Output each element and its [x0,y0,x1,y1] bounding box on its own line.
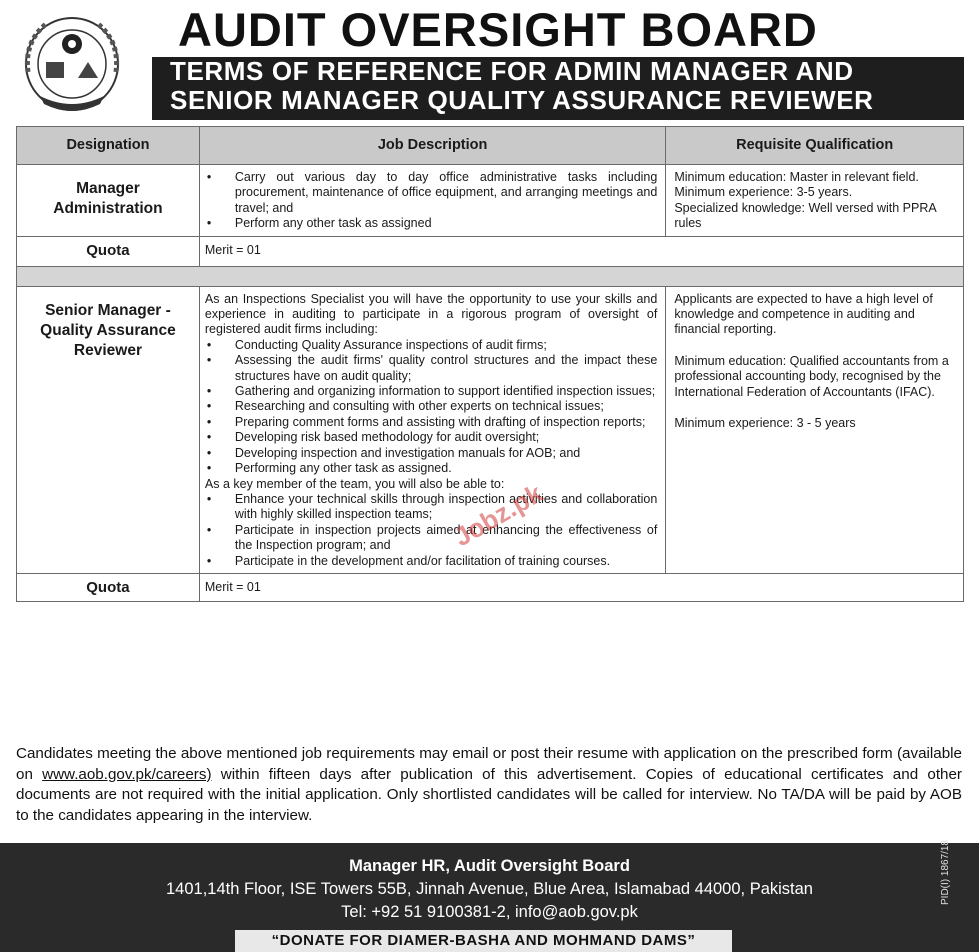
job-description-admin [199,165,665,237]
duty-item: • Carry out various day to day office administrative tasks including procurement, maintenance of office equipment, and arranging meetings and travel; and [205,170,657,216]
duty-item: • Conducting Quality Assurance inspections of audit firms; [205,338,657,353]
qualification-admin [666,165,964,237]
benefit-item: • Participate in inspection projects aimed at enhancing the effectiveness of the Inspection program; and [205,523,657,554]
qualification-qa [666,286,964,573]
contact-footer [0,843,979,952]
duty-item: • Preparing comment forms and assisting with drafting of inspection reports; [205,415,657,430]
qualification-line: Minimum education: Master in relevant field. [674,170,919,184]
designation-line: Senior Manager - [45,301,171,319]
designation-admin-manager [17,165,200,237]
notice-text-2: within fifteen days after publication of this advertisement. Copies of educational certificates and other documents are not required with the initial application. Only shortlisted candidates will be called for interview. No TA/DA will be paid by AOB to the candidates appearing in the interview. [16,765,962,824]
quota-value: Merit = 01 [199,236,963,266]
duty-item: • Gathering and organizing information to support identified inspection issues; [205,384,657,399]
subtitle-line-2: SENIOR MANAGER QUALITY ASSURANCE REVIEWER [170,85,874,115]
duty-item: • Developing risk based methodology for audit oversight; [205,430,657,445]
job-description-qa [199,286,665,573]
col-designation: Designation [17,127,200,165]
duty-item: • Researching and consulting with other experts on technical issues; [205,399,657,414]
paragraph-gap [674,338,955,354]
qualification-paragraph: Minimum education: Qualified accountants from a professional accounting body, recognised by the International Federation of Accountants (IFAC). [674,353,949,399]
benefit-item: • Participate in the development and/or facilitation of training courses. [205,554,657,569]
contact-phone-email: Tel: +92 51 9100381-2, info@aob.gov.pk [341,903,638,921]
quota-row-qa [17,573,964,601]
quota-row-admin [17,236,964,266]
quota-value: Merit = 01 [199,573,963,601]
ad-header [0,0,979,122]
duty-item: • Developing inspection and investigation manuals for AOB; and [205,446,657,461]
quota-label: Quota [17,573,200,601]
duty-item: • Performing any other task as assigned. [205,461,657,476]
description-intro-2: As a key member of the team, you will also be able to: [204,476,505,491]
table-header-row [17,127,964,165]
designation-line: Manager [76,180,140,197]
donate-banner: “DONATE FOR DIAMER-BASHA AND MOHMAND DAMS” [235,930,732,952]
aob-emblem-icon [16,12,128,120]
quota-label: Quota [17,236,200,266]
col-job-description: Job Description [199,127,665,165]
col-requisite-qualification: Requisite Qualification [666,127,964,165]
duty-item: • Perform any other task as assigned [205,216,657,231]
benefit-item: • Enhance your technical skills through inspection activities and collaboration with highly skilled inspection teams; [205,492,657,523]
designation-line: Reviewer [73,341,142,359]
notice-text-1: Candidates meeting the above mentioned job requirements may email or post their resume with application on the prescribed form (available on [16,745,962,783]
paragraph-gap [674,400,955,416]
designation-line: Quality Assurance [40,321,176,339]
spacer-row [17,266,964,286]
watermark: Jobz.pk [448,477,548,553]
contact-address: 1401,14th Floor, ISE Towers 55B, Jinnah Avenue, Blue Area, Islamabad 44000, Pakistan [166,880,813,898]
careers-link[interactable]: www.aob.gov.pk/careers) [42,765,212,783]
qualification-paragraph: Applicants are expected to have a high level of knowledge and competence in auditing and financial reporting. [674,291,933,337]
pid-number: PID(I) 1867/18 [940,839,951,905]
qualification-line: Minimum experience: 3-5 years. [674,185,853,200]
subtitle [170,57,874,115]
contact-name: Manager HR, Audit Oversight Board [349,857,630,875]
job-row-admin-manager [17,165,964,237]
subtitle-line-1: TERMS OF REFERENCE FOR ADMIN MANAGER AND [170,56,854,86]
description-intro: As an Inspections Specialist you will have the opportunity to use your skills and experience in auditing to participate in a rigorous program of oversight of registered audit firms including: [204,291,658,337]
org-title: AUDIT OVERSIGHT BOARD [178,3,818,56]
application-notice [16,744,962,826]
designation-line: Administration [53,200,163,217]
designation-senior-manager-qa [17,286,200,573]
qualification-paragraph: Minimum experience: 3 - 5 years [674,416,856,431]
duty-item: • Assessing the audit firms' quality control structures and the impact these structures have on audit quality; [205,353,657,384]
spacer-cell [17,266,964,286]
qualification-line: Specialized knowledge: Well versed with PPRA rules [674,200,937,231]
